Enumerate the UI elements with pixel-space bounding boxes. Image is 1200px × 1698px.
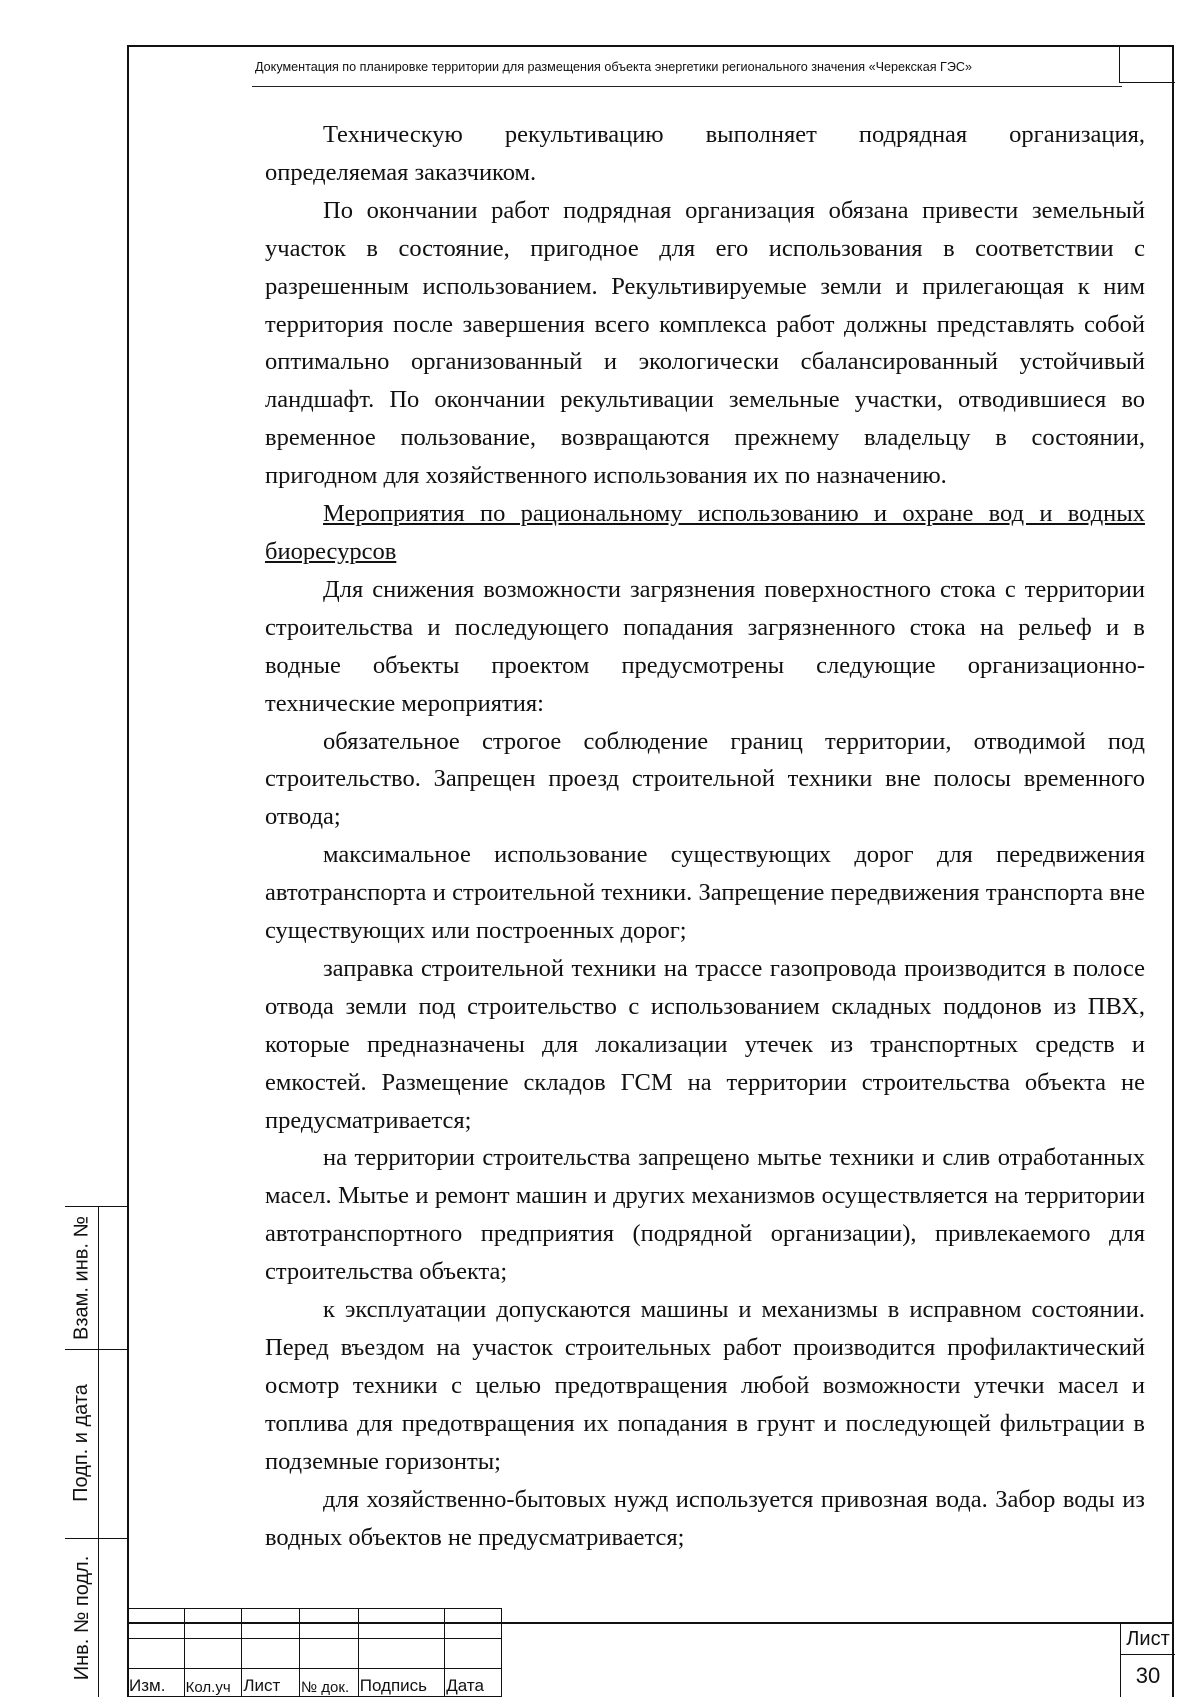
stamp-header-date: Дата xyxy=(445,1669,502,1697)
list-paragraph: заправка строительной техники на трассе газопровода производится в полосе отвода земли под строительство с использованием складных поддонов из ПВХ, которые предназначены для локализации утечек из транспортных средств и емкостей. Размещение складов ГСМ на территории строительства объекта не предусматривается; xyxy=(265,954,1145,1134)
stamp-cell xyxy=(358,1609,445,1639)
stamp-cell xyxy=(128,1609,185,1639)
stamp-cell xyxy=(242,1609,300,1639)
document-header-title: Документация по планировке территории для размещения объекта энергетики регионального значения «Черекская ГЭС» xyxy=(255,60,973,74)
list-paragraph: к эксплуатации допускаются машины и механизмы в исправном состоянии. Перед въездом на участок строительных работ производится профилактический осмотр техники с целью предотвращения любой возможности утечки масел и топлива для предотвращения их попадания в грунт и последующей фильтрации в подземные горизонты; xyxy=(265,1296,1145,1475)
header-rule xyxy=(252,86,1122,87)
list-paragraph: обязательное строгое соблюдение границ территории, отводимой под строительство. Запрещен проезд строительной техники вне полосы временного отвода; xyxy=(265,727,1145,831)
side-label-replaces-inv: Взам. инв. № xyxy=(70,1216,93,1340)
list-paragraph: для хозяйственно-бытовых нужд используется привозная вода. Забор воды из водных объектов не предусматривается; xyxy=(265,1485,1145,1551)
paragraph: По окончании работ подрядная организация обязана привести земельный участок в состояние, пригодное для его использования в соответствии с разрешенным использованием. Рекультивируемые земли и прилегающая к ним территория после завершения всего комплекса работ должны представлять собой оптимально организованный и экологически сбалансированный устойчивый ландшафт. По окончании рекультивации земельные участки, отводившиеся во временное пользование, возвращаются прежнему владельцу в состоянии, пригодном для хозяйственного использования их по назначению. xyxy=(265,196,1145,490)
section-heading: Мероприятия по рациональному использованию и охране вод и водных биоресурсов xyxy=(265,500,1145,565)
stamp-header-izm: Изм. xyxy=(128,1669,185,1697)
paragraph: Техническую рекультивацию выполняет подрядная организация, определяемая заказчиком. xyxy=(265,121,1145,186)
list-paragraph: максимальное использование существующих дорог для передвижения автотранспорта и строительной техники. Запрещение передвижения транспорта вне существующих или построенных дорог; xyxy=(265,841,1145,945)
stamp-header-signature: Подпись xyxy=(358,1669,445,1697)
side-stamp xyxy=(65,1206,129,1697)
side-label-orig-inv: Инв. № подл. xyxy=(71,1555,93,1681)
stamp-header-kol-uch: Кол.уч xyxy=(184,1669,242,1697)
sheet-number: 30 xyxy=(1135,1663,1161,1688)
stamp-cell xyxy=(184,1639,242,1669)
sheet-label: Лист xyxy=(1121,1624,1175,1655)
stamp-cell xyxy=(300,1639,359,1669)
stamp-cell xyxy=(184,1609,242,1639)
sheet-number-box xyxy=(1120,1624,1175,1697)
stamp-cell xyxy=(358,1639,445,1669)
stamp-header-doc-num: № док. xyxy=(300,1669,359,1697)
stamp-header-list: Лист xyxy=(242,1669,300,1697)
stamp-cell xyxy=(242,1639,300,1669)
side-label-sign-date: Подп. и дата xyxy=(70,1384,92,1502)
side-stamp-divider xyxy=(98,1206,99,1697)
stamp-cell xyxy=(128,1639,185,1669)
document-body xyxy=(265,116,1145,1556)
list-paragraph: на территории строительства запрещено мытье техники и слив отработанных масел. Мытье и ремонт машин и других механизмов осуществляется на территории автотранспортного предприятия (подрядной организации), привлекаемого для строительства объекта; xyxy=(265,1144,1145,1286)
header-corner-box xyxy=(1119,45,1175,83)
paragraph: Для снижения возможности загрязнения поверхностного стока с территории строительства и последующего попадания загрязненного стока на рельеф и в водные объекты проектом предусмотрены следующие организационно-технические мероприятия: xyxy=(265,575,1145,717)
stamp-cell xyxy=(300,1609,359,1639)
stamp-cell xyxy=(445,1639,502,1669)
stamp-cell xyxy=(445,1609,502,1639)
title-block-table xyxy=(127,1608,502,1697)
